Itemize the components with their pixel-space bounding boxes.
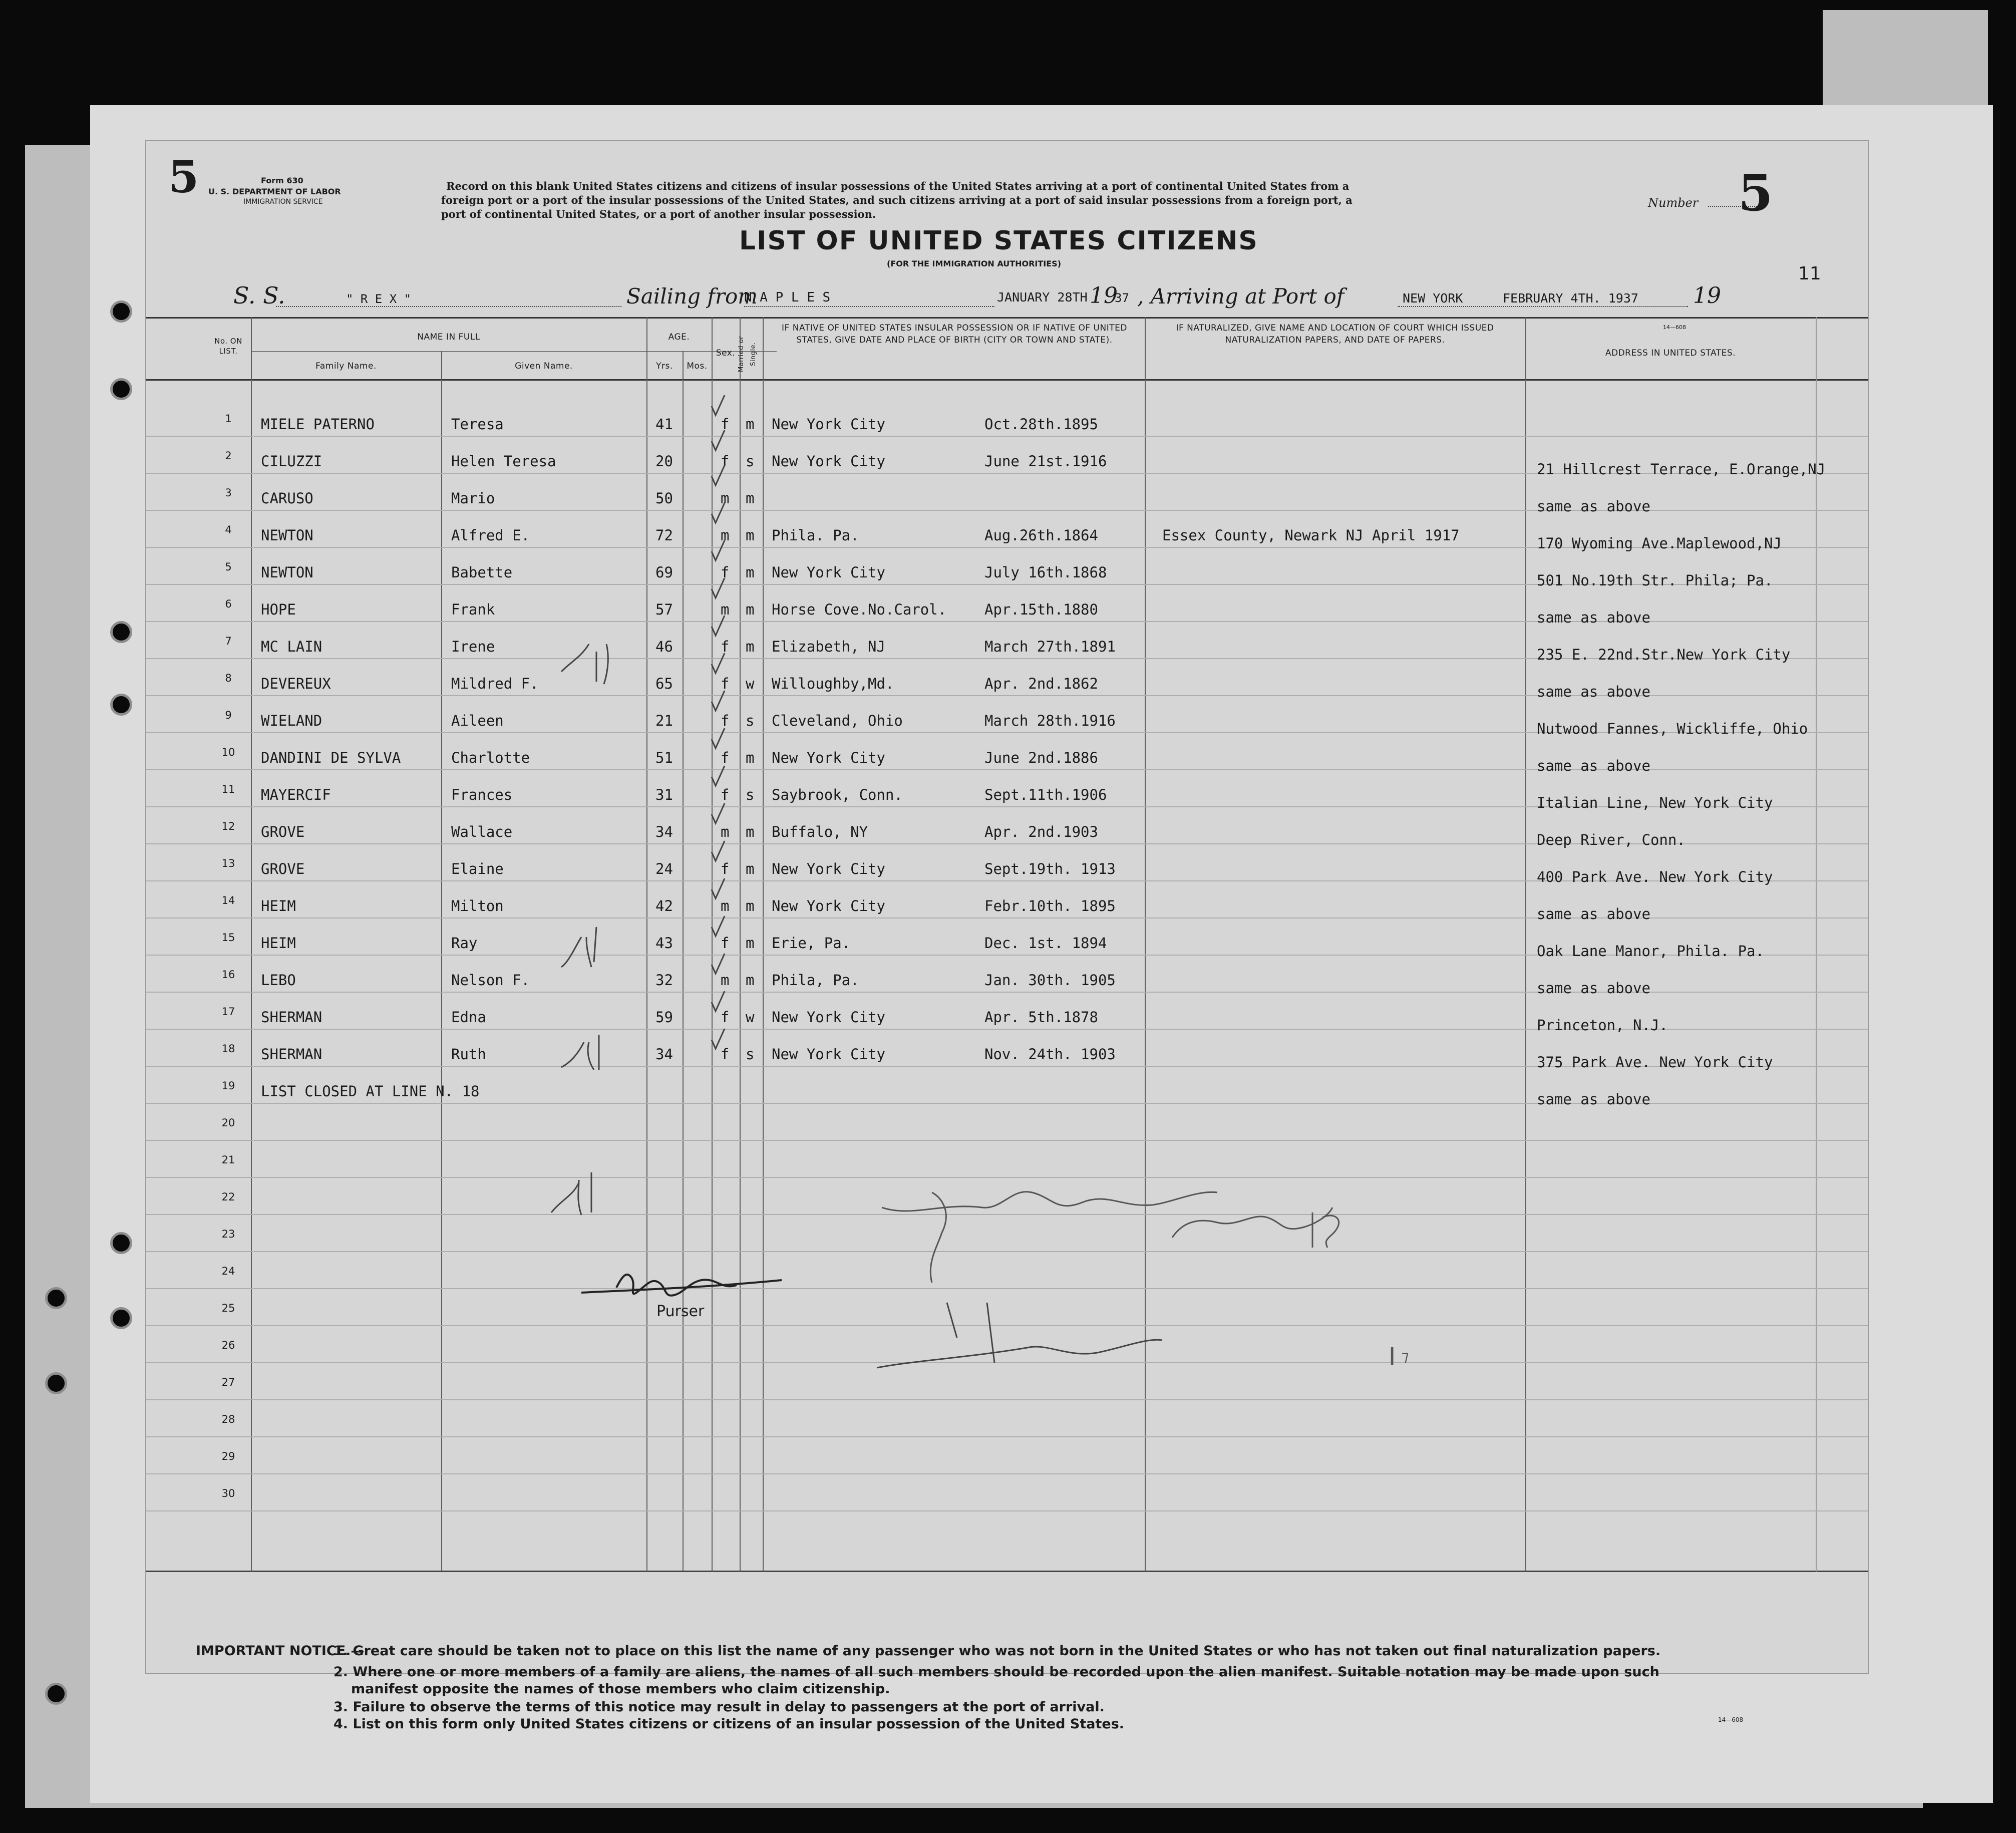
family-name-cell: SHERMAN (261, 1046, 322, 1063)
check-mark (712, 991, 725, 1011)
age-cell: 51 (655, 749, 673, 766)
birth-date-cell: Febr.10th. 1895 (984, 897, 1116, 914)
birth-place-cell: Willoughby,Md. (772, 675, 894, 692)
married-single-cell: m (746, 935, 755, 952)
birth-date-cell: March 27th.1891 (984, 638, 1116, 655)
header-given-name: Given Name. (515, 361, 573, 371)
purser-signature (576, 1258, 877, 1313)
year-prefix: 19 (1090, 283, 1118, 309)
birth-date-cell: June 2nd.1886 (984, 749, 1098, 766)
family-name-cell: LIST CLOSED AT LINE N. 18 (261, 1083, 480, 1100)
married-single-cell: m (746, 749, 755, 766)
check-mark (712, 691, 725, 711)
address-cell: same as above (1537, 1091, 1650, 1108)
header-years: Yrs. (656, 361, 673, 371)
given-name-cell: Helen Teresa (451, 453, 556, 470)
given-name-cell: Frank (451, 601, 495, 618)
birth-date-cell: Dec. 1st. 1894 (984, 935, 1107, 952)
sex-cell: m (721, 601, 730, 618)
birth-place-cell: Erie, Pa. (772, 935, 851, 952)
row-number: 27 (221, 1376, 235, 1388)
given-name-cell: Wallace (451, 823, 513, 840)
instruction-line-3: port of continental United States, or a port of another insular possession. (441, 208, 876, 220)
family-name-cell: MIELE PATERNO (261, 416, 375, 433)
birth-place-cell: New York City (772, 564, 885, 581)
married-single-cell: s (746, 786, 755, 803)
column-divider (1525, 317, 1526, 1572)
given-name-cell: Teresa (451, 416, 504, 433)
given-name-cell: Nelson F. (451, 972, 530, 989)
family-name-cell: HEIM (261, 897, 296, 914)
address-cell: 21 Hillcrest Terrace, E.Orange,NJ (1537, 461, 1826, 478)
print-code: 14—608 (1663, 324, 1686, 331)
punch-hole (45, 1683, 67, 1705)
birth-place-cell: New York City (772, 1046, 885, 1063)
married-single-cell: s (746, 1046, 755, 1063)
address-cell: same as above (1537, 757, 1650, 774)
punch-hole (110, 1307, 132, 1329)
row-number: 21 (221, 1154, 235, 1166)
married-single-cell: w (746, 1009, 755, 1026)
address-cell: same as above (1537, 683, 1650, 700)
check-mark (712, 954, 725, 974)
birth-place-cell: Buffalo, NY (772, 823, 868, 840)
column-divider (441, 351, 442, 1571)
row-number: 10 (221, 746, 235, 758)
punch-hole (110, 300, 132, 323)
family-name-cell: MAYERCIF (261, 786, 331, 803)
given-name-cell: Elaine (451, 860, 504, 877)
header-bottom-border (146, 379, 1868, 381)
punch-hole (110, 694, 132, 716)
age-cell: 43 (655, 935, 673, 952)
given-name-cell: Charlotte (451, 749, 530, 766)
sex-cell: m (721, 490, 730, 507)
sex-cell: f (721, 935, 730, 952)
header-name-in-full: NAME IN FULL (417, 332, 480, 342)
birth-date-cell: Sept.19th. 1913 (984, 860, 1116, 877)
birth-date-cell: Oct.28th.1895 (984, 416, 1098, 433)
sex-cell: f (721, 638, 730, 655)
corner-number: 5 (168, 151, 199, 203)
given-name-cell: Milton (451, 897, 504, 914)
age-cell: 34 (655, 1046, 673, 1063)
married-single-cell: m (746, 416, 755, 433)
age-cell: 59 (655, 1009, 673, 1026)
sex-cell: m (721, 897, 730, 914)
year-label: 19 (1693, 283, 1721, 309)
ship-label: S. S. (233, 282, 285, 309)
birth-date-cell: Jan. 30th. 1905 (984, 972, 1116, 989)
pencil-scribble (561, 644, 608, 684)
sex-cell: f (721, 749, 730, 766)
check-mark (712, 1029, 725, 1049)
check-mark (712, 653, 725, 673)
footer-code: 14—608 (1718, 1716, 1744, 1723)
birth-place-cell: Phila, Pa. (772, 972, 859, 989)
age-cell: 24 (655, 860, 673, 877)
married-single-cell: m (746, 860, 755, 877)
sex-cell: f (721, 860, 730, 877)
row-number: 20 (221, 1117, 235, 1129)
row-number: 22 (221, 1191, 235, 1203)
row-number: 3 (225, 487, 232, 499)
family-name-cell: HEIM (261, 935, 296, 952)
address-cell: 400 Park Ave. New York City (1537, 868, 1773, 885)
ship-name: " R E X " (346, 292, 412, 306)
birth-date-cell: Apr. 2nd.1862 (984, 675, 1098, 692)
birth-place-cell: New York City (772, 1009, 885, 1026)
check-mark (712, 430, 725, 450)
header-months: Mos. (687, 361, 708, 371)
row-number: 17 (221, 1006, 235, 1018)
table-row (146, 1473, 1868, 1474)
notice-item-2-cont: manifest opposite the names of those members who claim citizenship. (351, 1681, 890, 1697)
instruction-line-1: Record on this blank United States citizens and citizens of insular possessions of the United States arriving at a port of continental United States from a (446, 180, 1350, 192)
form-title: LIST OF UNITED STATES CITIZENS (739, 226, 1258, 256)
address-cell: 170 Wyoming Ave.Maplewood,NJ (1537, 535, 1782, 552)
sex-cell: f (721, 786, 730, 803)
table-row (146, 1436, 1868, 1437)
row-number: 26 (221, 1339, 235, 1351)
family-name-cell: GROVE (261, 860, 305, 877)
address-cell: 375 Park Ave. New York City (1537, 1054, 1773, 1071)
row-number: 29 (221, 1450, 235, 1462)
given-name-cell: Mildred F. (451, 675, 539, 692)
check-mark (712, 728, 725, 748)
address-cell: Oak Lane Manor, Phila. Pa. (1537, 943, 1764, 960)
family-name-cell: MC LAIN (261, 638, 322, 655)
birth-date-cell: Apr. 2nd.1903 (984, 823, 1098, 840)
arrival-date: FEBRUARY 4TH. 1937 (1503, 291, 1638, 306)
sailing-date: JANUARY 28TH (997, 290, 1088, 304)
birth-place-cell: Elizabeth, NJ (772, 638, 885, 655)
sex-cell: m (721, 972, 730, 989)
age-cell: 50 (655, 490, 673, 507)
check-mark (712, 395, 725, 415)
married-single-cell: m (746, 490, 755, 507)
pencil-mark: ┃ ⁊ (1388, 1348, 1409, 1365)
row-number: 12 (221, 820, 235, 832)
family-name-cell: NEWTON (261, 527, 313, 544)
address-cell: same as above (1537, 498, 1650, 515)
row-number: 7 (225, 635, 232, 647)
row-number: 24 (221, 1265, 235, 1277)
arrival-port: NEW YORK (1403, 291, 1463, 306)
row-number: 6 (225, 598, 232, 610)
column-divider (251, 317, 252, 1572)
inspector-signature (877, 1340, 1162, 1368)
header-address: ADDRESS IN UNITED STATES. (1605, 348, 1736, 358)
family-name-cell: CARUSO (261, 490, 313, 507)
birth-place-cell: New York City (772, 749, 885, 766)
subheader-line (251, 351, 777, 352)
sex-cell: f (721, 712, 730, 729)
header-naturalized: IF NATURALIZED, GIVE NAME AND LOCATION OF COURT WHICH ISSUED NATURALIZATION PAPERS, AND DATE OF PAPERS. (1176, 323, 1494, 345)
age-cell: 72 (655, 527, 673, 544)
given-name-cell: Ray (451, 935, 478, 952)
family-name-cell: WIELAND (261, 712, 322, 729)
sex-cell: f (721, 1009, 730, 1026)
row-number: 18 (221, 1043, 235, 1055)
check-mark (712, 465, 725, 485)
sailing-label: Sailing from (626, 284, 758, 309)
birth-place-cell: New York City (772, 416, 885, 433)
check-mark (712, 503, 725, 523)
header-married-single: Married or Single. (738, 336, 757, 372)
age-cell: 34 (655, 823, 673, 840)
header-birth: IF NATIVE OF UNITED STATES INSULAR POSSESSION OR IF NATIVE OF UNITED STATES, GIVE DATE AND PLACE OF BIRTH (CITY OR TOWN AND STATE). (782, 323, 1127, 345)
arriving-label: , Arriving at Port of (1137, 284, 1345, 309)
table-top-border (146, 317, 1868, 319)
address-cell: Nutwood Fannes, Wickliffe, Ohio (1537, 720, 1808, 737)
married-single-cell: m (746, 601, 755, 618)
pencil-scribble (551, 1172, 591, 1215)
row-number: 14 (221, 894, 235, 906)
married-single-cell: m (746, 564, 755, 581)
row-number: 13 (221, 857, 235, 869)
address-cell: 501 No.19th Str. Phila; Pa. (1537, 572, 1773, 589)
check-mark (712, 878, 725, 898)
age-cell: 46 (655, 638, 673, 655)
address-cell: same as above (1537, 905, 1650, 923)
married-single-cell: m (746, 972, 755, 989)
service: IMMIGRATION SERVICE (243, 198, 323, 206)
year-suffix: 37 (1115, 291, 1129, 305)
sex-cell: f (721, 564, 730, 581)
married-single-cell: s (746, 453, 755, 470)
birth-date-cell: Nov. 24th. 1903 (984, 1046, 1116, 1063)
row-number: 16 (221, 969, 235, 981)
address-cell: same as above (1537, 980, 1650, 997)
family-name-cell: DEVEREUX (261, 675, 331, 692)
check-mark (712, 803, 725, 823)
married-single-cell: m (746, 897, 755, 914)
age-cell: 65 (655, 675, 673, 692)
married-single-cell: s (746, 712, 755, 729)
sex-cell: m (721, 823, 730, 840)
table-row (146, 1510, 1868, 1511)
naturalization-cell: Essex County, Newark NJ April 1917 (1162, 527, 1460, 544)
purser-label: Purser (656, 1303, 705, 1320)
punch-hole (110, 1232, 132, 1254)
given-name-cell: Alfred E. (451, 527, 530, 544)
given-name-cell: Mario (451, 490, 495, 507)
notice-item-4: 4. List on this form only United States citizens or citizens of an insular possession of the United States. (333, 1716, 1125, 1732)
given-name-cell: Edna (451, 1009, 486, 1026)
given-name-cell: Ruth (451, 1046, 486, 1063)
row-number: 1 (225, 413, 232, 425)
header-family-name: Family Name. (315, 361, 377, 371)
age-cell: 69 (655, 564, 673, 581)
form-subtitle: (FOR THE IMMIGRATION AUTHORITIES) (887, 259, 1062, 268)
check-mark (712, 841, 725, 861)
row-number: 2 (225, 450, 232, 462)
birth-place-cell: Phila. Pa. (772, 527, 859, 544)
sailing-port: N A P L E S (744, 290, 831, 305)
married-single-cell: m (746, 638, 755, 655)
birth-date-cell: Apr.15th.1880 (984, 601, 1098, 618)
punch-hole (110, 378, 132, 400)
address-cell: Deep River, Conn. (1537, 831, 1686, 848)
check-mark (712, 616, 725, 636)
punch-hole (45, 1287, 67, 1309)
pencil-scribble (561, 1035, 599, 1070)
check-mark (712, 578, 725, 598)
birth-date-cell: March 28th.1916 (984, 712, 1116, 729)
birth-date-cell: Apr. 5th.1878 (984, 1009, 1098, 1026)
row-number: 15 (221, 932, 235, 944)
married-single-cell: m (746, 823, 755, 840)
check-mark (712, 766, 725, 786)
birth-place-cell: Saybrook, Conn. (772, 786, 903, 803)
sex-cell: m (721, 527, 730, 544)
age-cell: 41 (655, 416, 673, 433)
instruction-line-2: foreign port or a port of the insular possessions of the United States, and such citizens arriving at a port of said insular possessions from a foreign port, a (441, 194, 1353, 206)
birth-place-cell: New York City (772, 453, 885, 470)
row-number: 8 (225, 672, 232, 684)
notice-item-3: 3. Failure to observe the terms of this notice may result in delay to passengers at the port of arrival. (333, 1699, 1105, 1715)
notice-item-2: 2. Where one or more members of a family are aliens, the names of all such members should be recorded upon the alien manifest. Suitable notation may be made upon such (333, 1664, 1659, 1680)
married-single-cell: w (746, 675, 755, 692)
family-name-cell: CILUZZI (261, 453, 322, 470)
sex-cell: f (721, 675, 730, 692)
birth-place-cell: Horse Cove.No.Carol. (772, 601, 947, 618)
sailing-dotted-line (744, 306, 994, 307)
sex-cell: f (721, 453, 730, 470)
row-number: 5 (225, 561, 232, 573)
notice-heading: IMPORTANT NOTICE.— (196, 1643, 365, 1659)
page-number: 11 (1798, 263, 1821, 284)
check-mark (712, 540, 725, 560)
family-name-cell: GROVE (261, 823, 305, 840)
row-number: 19 (221, 1080, 235, 1092)
manifest-sheet (90, 105, 1993, 1803)
sex-cell: f (721, 1046, 730, 1063)
address-cell: 235 E. 22nd.Str.New York City (1537, 646, 1791, 663)
address-cell: same as above (1537, 609, 1650, 626)
row-number: 9 (225, 709, 232, 721)
form-area (145, 140, 1869, 1732)
family-name-cell: NEWTON (261, 564, 313, 581)
birth-place-cell: New York City (772, 897, 885, 914)
age-cell: 20 (655, 453, 673, 470)
family-name-cell: LEBO (261, 972, 296, 989)
ship-dotted-line (276, 306, 621, 307)
inspector-signature (872, 1172, 1473, 1293)
given-name-cell: Irene (451, 638, 495, 655)
table-bottom-border (146, 1571, 1868, 1572)
sex-cell: f (721, 416, 730, 433)
address-cell: Italian Line, New York City (1537, 794, 1773, 811)
form-number: Form 630 (261, 176, 303, 185)
family-name-cell: DANDINI DE SYLVA (261, 749, 401, 766)
address-cell: Princeton, N.J. (1537, 1017, 1668, 1034)
given-name-cell: Frances (451, 786, 513, 803)
notice-item-1: 1. Great care should be taken not to place on this list the name of any passenger who was not born in the United States or who has not taken out final naturalization papers. (333, 1643, 1661, 1659)
given-name-cell: Aileen (451, 712, 504, 729)
number-value: 5 (1738, 163, 1773, 222)
family-name-cell: HOPE (261, 601, 296, 618)
age-cell: 31 (655, 786, 673, 803)
age-cell: 32 (655, 972, 673, 989)
punch-hole (45, 1372, 67, 1394)
row-number: 28 (221, 1413, 235, 1425)
row-number: 4 (225, 524, 232, 536)
header-no-on-list: No. ON LIST. (214, 337, 242, 356)
given-name-cell: Babette (451, 564, 513, 581)
birth-date-cell: Sept.11th.1906 (984, 786, 1107, 803)
age-cell: 42 (655, 897, 673, 914)
birth-date-cell: June 21st.1916 (984, 453, 1107, 470)
row-number: 11 (221, 783, 235, 795)
birth-place-cell: Cleveland, Ohio (772, 712, 903, 729)
row-number: 30 (221, 1487, 235, 1499)
pencil-scribble (561, 927, 596, 967)
number-label: Number (1648, 196, 1699, 210)
row-number: 23 (221, 1228, 235, 1240)
birth-date-cell: July 16th.1868 (984, 564, 1107, 581)
arrival-dotted-line (1398, 306, 1688, 307)
check-mark (712, 916, 725, 936)
punch-hole (110, 621, 132, 643)
family-name-cell: SHERMAN (261, 1009, 322, 1026)
department: U. S. DEPARTMENT OF LABOR (208, 187, 341, 196)
column-divider (1816, 317, 1817, 1572)
row-number: 25 (221, 1302, 235, 1314)
age-cell: 21 (655, 712, 673, 729)
birth-date-cell: Aug.26th.1864 (984, 527, 1098, 544)
header-age: AGE. (668, 332, 690, 342)
header-sex: Sex. (716, 348, 736, 358)
married-single-cell: m (746, 527, 755, 544)
birth-place-cell: New York City (772, 860, 885, 877)
age-cell: 57 (655, 601, 673, 618)
